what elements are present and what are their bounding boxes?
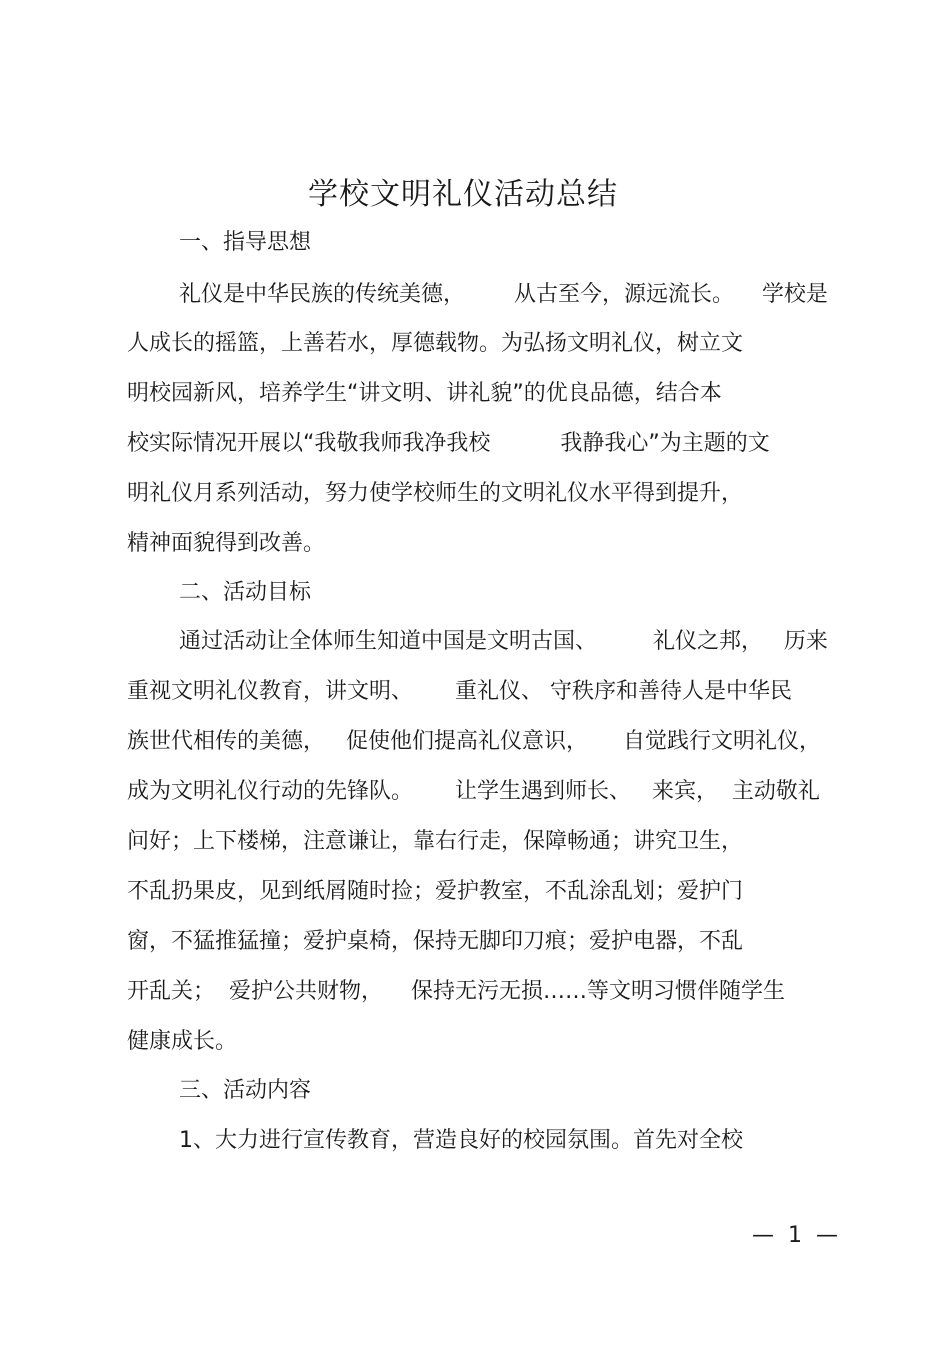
heading-activity-content: 三、活动内容 [179,1078,312,1103]
paragraph-line: 明校园新风，培养学生“讲文明、讲礼貌”的优良品德，结合本 [127,381,722,406]
heading-activity-goals: 二、活动目标 [179,580,312,605]
paragraph-line: 明礼仪月系列活动，努力使学校师生的文明礼仪水平得到提升， [127,481,744,506]
paragraph-line: 问好；上下楼梯，注意谦让，靠右行走，保障畅通；讲究卫生， [127,829,744,854]
paragraph-line: 成为文明礼仪行动的先锋队。 让学生遇到师长、 来宾， 主动敬礼 [127,779,820,804]
paragraph-line: 通过活动让全体师生知道中国是文明古国、 礼仪之邦， 历来 [179,629,828,654]
paragraph-line: 不乱扔果皮，见到纸屑随时捡；爱护教室，不乱涂乱划；爱护门 [127,879,744,904]
page-number: — 1 — [752,1223,838,1248]
heading-guiding-ideology: 一、指导思想 [179,230,312,255]
paragraph-line: 1、大力进行宣传教育，营造良好的校园氛围。首先对全校 [179,1128,743,1153]
paragraph-line: 精神面貌得到改善。 [127,531,326,556]
paragraph-line: 重视文明礼仪教育，讲文明、 重礼仪、 守秩序和善待人是中华民 [127,679,792,704]
paragraph-line: 校实际情况开展以“我敬我师我净我校 我静我心”为主题的文 [127,431,770,456]
paragraph-line: 健康成长。 [127,1029,238,1054]
paragraph-line: 窗，不猛推猛撞；爱护桌椅，保持无脚印刀痕；爱护电器，不乱 [127,929,744,954]
paragraph-line: 开乱关； 爱护公共财物， 保持无污无损……等文明习惯伴随学生 [127,979,785,1004]
document-title: 学校文明礼仪活动总结 [308,177,618,212]
paragraph-line: 族世代相传的美德， 促使他们提高礼仪意识， 自觉践行文明礼仪， [127,729,821,754]
paragraph-line: 人成长的摇篮，上善若水，厚德载物。为弘扬文明礼仪，树立文 [127,331,744,356]
paragraph-line: 礼仪是中华民族的传统美德， 从古至今，源远流长。 学校是 [179,282,828,307]
